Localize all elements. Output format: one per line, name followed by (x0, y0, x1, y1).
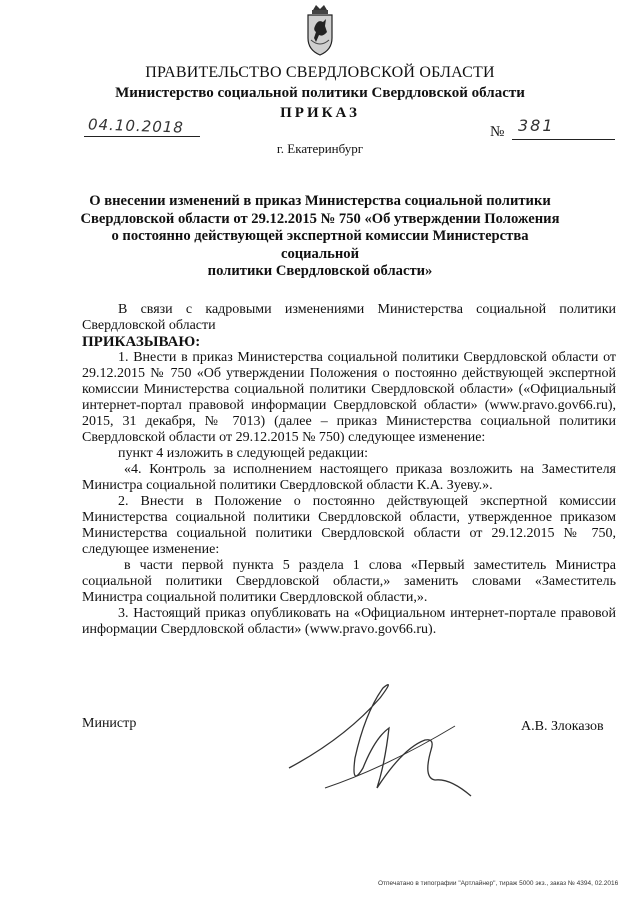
orders-heading: ПРИКАЗЫВАЮ: (82, 334, 201, 350)
document-title (80, 193, 560, 281)
document-body (82, 302, 616, 638)
item-3-paragraph: 3. Настоящий приказ опубликовать на «Официальном интернет-портале правовой информации Свердловской области» (www.pravo.gov66.ru). (82, 606, 616, 637)
title-line: О внесении изменений в приказ Министерства социальной политики (89, 193, 551, 209)
signatory-name: А.В. Злоказов (521, 719, 604, 734)
ministry-heading: Министерство социальной политики Свердловской области (115, 85, 525, 101)
item-1-quote: «4. Контроль за исполнением настоящего приказа возложить на Заместителя Министра социальной политики Свердловской области К.А. Зуеву.». (82, 462, 616, 493)
handwritten-signature (285, 668, 475, 818)
printer-footer: Отпечатано в типографии "Артлайнер", тираж 5000 экз., заказ № 4394, 02.2016 (378, 880, 619, 887)
signatory-position: Министр (82, 716, 137, 731)
item-1-paragraph: 1. Внести в приказ Министерства социальной политики Свердловской области от 29.12.2015 № 750 «Об утверждении Положения о постоянно действующей экспертной комиссии Министерства социальной политики Свердловской области» («Официальный интернет-портал правовой информации Свердловской области» (www.pravo.gov66.ru), 2015, 31 декабря, № 7013) (далее – приказ Министерства социальной политики Свердловской области от 29.12.2015 № 750) следующее изменение: (82, 350, 616, 445)
title-line: политики Свердловской области» (207, 263, 433, 279)
document-type: ПРИКАЗ (280, 105, 360, 121)
item-2-paragraph: 2. Внести в Положение о постоянно действующей экспертной комиссии Министерства социальной политики Свердловской области, утвержденное приказом Министерства социальной политики Свердловской области от 29.12.2015 № 750, следующее изменение: (82, 494, 616, 557)
handwritten-date: 04.10.2018 (87, 115, 185, 137)
handwritten-number: 381 (518, 116, 555, 135)
title-line: Свердловской области от 29.12.2015 № 750 «Об утверждении Положения (80, 210, 560, 227)
title-line: о постоянно действующей экспертной комиссии Министерства социальной (111, 228, 529, 262)
date-line (84, 136, 200, 137)
number-label: № (490, 124, 505, 140)
number-line (512, 139, 615, 140)
government-heading: ПРАВИТЕЛЬСТВО СВЕРДЛОВСКОЙ ОБЛАСТИ (145, 64, 495, 81)
item-1-subparagraph: пункт 4 изложить в следующей редакции: (118, 446, 368, 461)
preamble-paragraph: В связи с кадровыми изменениями Министерства социальной политики Свердловской области (82, 302, 616, 333)
coat-of-arms-emblem (305, 4, 335, 58)
item-2-subparagraph: в части первой пункта 5 раздела 1 слова «Первый заместитель Министра социальной политики Свердловской области,» заменить словами «Заместитель Министра социальной политики Свердловской области,». (82, 558, 616, 605)
city-line: г. Екатеринбург (276, 141, 364, 156)
